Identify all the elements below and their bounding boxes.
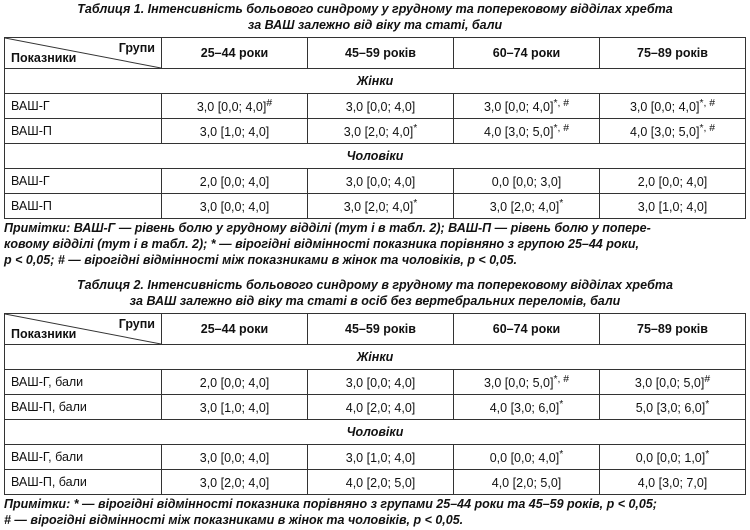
table2-caption-line1: Таблиця 2. Інтенсивність больового синдрому в грудному та поперековому відділах хребта — [77, 278, 673, 292]
corner-indicators-label: Показники — [11, 51, 77, 65]
significance-mark: *, # — [699, 97, 716, 109]
column-header: 25–44 роки — [162, 38, 308, 69]
data-cell: 3,0 [2,0; 4,0] — [162, 470, 308, 495]
significance-mark: * — [413, 197, 418, 209]
data-cell: 3,0 [0,0; 4,0]*, # — [600, 94, 746, 119]
data-cell: 3,0 [0,0; 4,0] — [308, 370, 454, 395]
column-header: 60–74 роки — [454, 314, 600, 345]
column-header: 60–74 роки — [454, 38, 600, 69]
data-cell: 0,0 [0,0; 3,0] — [454, 169, 600, 194]
table-row — [5, 94, 746, 119]
table1-note-line2: ковому відділі (тут і в табл. 2); * — вірогідні відмінності показника порівняно з групою 25–44 роки, — [4, 237, 639, 251]
data-cell: 4,0 [2,0; 5,0] — [454, 470, 600, 495]
significance-mark: * — [705, 448, 710, 460]
group-row-women — [5, 69, 746, 94]
data-cell: 3,0 [0,0; 4,0]# — [162, 94, 308, 119]
significance-mark: * — [559, 398, 564, 410]
table-row — [5, 395, 746, 420]
row-label: ВАШ-Г, бали — [5, 445, 162, 470]
column-header: 45–59 років — [308, 314, 454, 345]
significance-mark: * — [413, 122, 418, 134]
table-row — [5, 445, 746, 470]
group-row-men — [5, 420, 746, 445]
significance-mark: # — [266, 97, 273, 109]
column-header: 25–44 роки — [162, 314, 308, 345]
row-label: ВАШ-П, бали — [5, 470, 162, 495]
column-header: 45–59 років — [308, 38, 454, 69]
data-cell: 3,0 [2,0; 4,0]* — [454, 194, 600, 219]
data-cell: 3,0 [1,0; 4,0] — [600, 194, 746, 219]
table2-corner-cell — [5, 314, 162, 345]
row-label: ВАШ-П — [5, 119, 162, 144]
table1 — [4, 37, 746, 219]
data-cell: 3,0 [0,0; 4,0] — [162, 194, 308, 219]
table2-note-line1: Примітки: * — вірогідні відмінності показника порівняно з групами 25–44 роки та 45–59 років, p < 0,05; — [4, 497, 657, 511]
table-row — [5, 169, 746, 194]
table1-note-line3: p < 0,05; # — вірогідні відмінності між показниками в жінок та чоловіків, p < 0,05. — [4, 253, 518, 267]
data-cell: 3,0 [2,0; 4,0]* — [308, 194, 454, 219]
data-cell: 4,0 [3,0; 6,0]* — [454, 395, 600, 420]
significance-mark: * — [559, 197, 564, 209]
data-cell: 3,0 [0,0; 4,0]*, # — [454, 94, 600, 119]
data-cell: 3,0 [0,0; 5,0]*, # — [454, 370, 600, 395]
table2-caption-line2: за ВАШ залежно від віку та статі в осіб без вертебральних переломів, бали — [129, 294, 621, 308]
group-label-women: Жінки — [5, 345, 746, 370]
data-cell: 2,0 [0,0; 4,0] — [162, 169, 308, 194]
table-row — [5, 119, 746, 144]
data-cell: 4,0 [3,0; 7,0] — [600, 470, 746, 495]
table1-note-line1: Примітки: ВАШ-Г — рівень болю у грудному відділі (тут і в табл. 2); ВАШ-П — рівень болю у попере- — [4, 221, 651, 235]
data-cell: 3,0 [1,0; 4,0] — [162, 395, 308, 420]
group-label-men: Чоловіки — [5, 144, 746, 169]
significance-mark: *, # — [553, 373, 570, 385]
table-row — [5, 470, 746, 495]
data-cell: 3,0 [0,0; 5,0]# — [600, 370, 746, 395]
group-row-men — [5, 144, 746, 169]
table-row — [5, 370, 746, 395]
significance-mark: * — [705, 398, 710, 410]
group-label-women: Жінки — [5, 69, 746, 94]
significance-mark: * — [559, 448, 564, 460]
table2-header-row — [5, 314, 746, 345]
table-row — [5, 194, 746, 219]
data-cell: 2,0 [0,0; 4,0] — [600, 169, 746, 194]
data-cell: 2,0 [0,0; 4,0] — [162, 370, 308, 395]
table1-corner-cell — [5, 38, 162, 69]
data-cell: 3,0 [2,0; 4,0]* — [308, 119, 454, 144]
row-label: ВАШ-П, бали — [5, 395, 162, 420]
column-header: 75–89 років — [600, 314, 746, 345]
table2-block — [4, 277, 746, 528]
data-cell: 5,0 [3,0; 6,0]* — [600, 395, 746, 420]
data-cell: 4,0 [2,0; 4,0] — [308, 395, 454, 420]
data-cell: 4,0 [2,0; 5,0] — [308, 470, 454, 495]
group-row-women — [5, 345, 746, 370]
table1-caption-line2: за ВАШ залежно від віку та статі, бали — [247, 18, 503, 32]
significance-mark: *, # — [553, 122, 570, 134]
table1-block — [4, 1, 746, 268]
row-label: ВАШ-Г — [5, 94, 162, 119]
significance-mark: *, # — [699, 122, 716, 134]
data-cell: 3,0 [0,0; 4,0] — [308, 94, 454, 119]
table2 — [4, 313, 746, 495]
table1-header-row — [5, 38, 746, 69]
row-label: ВАШ-П — [5, 194, 162, 219]
data-cell: 3,0 [1,0; 4,0] — [162, 119, 308, 144]
column-header: 75–89 років — [600, 38, 746, 69]
corner-groups-label: Групи — [118, 317, 155, 331]
table2-note-line2: # — вірогідні відмінності між показниками в жінок та чоловіків, p < 0,05. — [4, 513, 464, 527]
data-cell: 3,0 [0,0; 4,0] — [308, 169, 454, 194]
data-cell: 3,0 [1,0; 4,0] — [308, 445, 454, 470]
data-cell: 4,0 [3,0; 5,0]*, # — [454, 119, 600, 144]
data-cell: 0,0 [0,0; 1,0]* — [600, 445, 746, 470]
data-cell: 4,0 [3,0; 5,0]*, # — [600, 119, 746, 144]
group-label-men: Чоловіки — [5, 420, 746, 445]
data-cell: 0,0 [0,0; 4,0]* — [454, 445, 600, 470]
row-label: ВАШ-Г — [5, 169, 162, 194]
data-cell: 3,0 [0,0; 4,0] — [162, 445, 308, 470]
corner-indicators-label: Показники — [11, 327, 77, 341]
table1-caption-line1: Таблиця 1. Інтенсивність больового синдрому у грудному та поперековому відділах хребта — [77, 2, 673, 16]
row-label: ВАШ-Г, бали — [5, 370, 162, 395]
significance-mark: # — [704, 373, 711, 385]
corner-groups-label: Групи — [118, 41, 155, 55]
significance-mark: *, # — [553, 97, 570, 109]
